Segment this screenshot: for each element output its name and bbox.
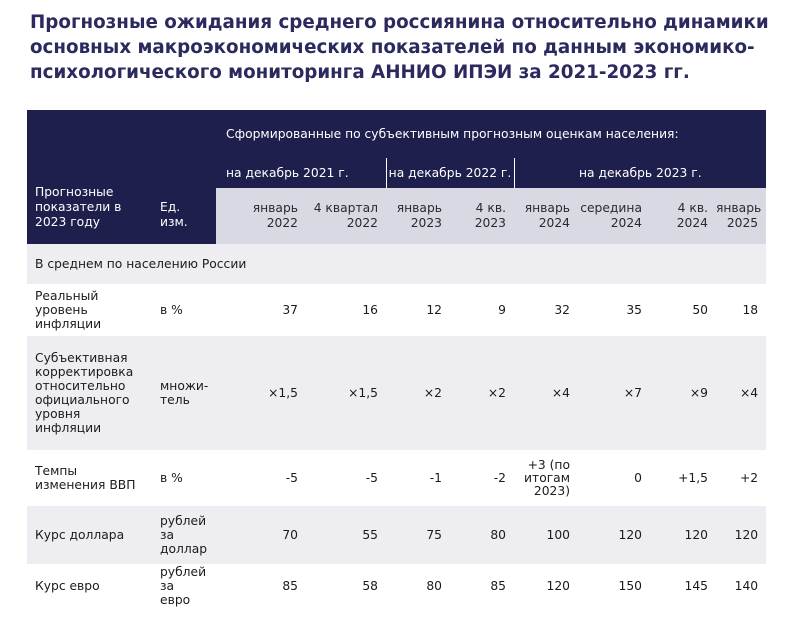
group-header-2022: на декабрь 2022 г. bbox=[386, 158, 514, 188]
cell-value: -2 bbox=[450, 450, 514, 506]
period-header: январь 2025 bbox=[716, 188, 766, 244]
cell-value: 37 bbox=[216, 284, 306, 336]
period-header: 4 кв. 2023 bbox=[450, 188, 514, 244]
cell-value: ×4 bbox=[514, 336, 578, 450]
group-header-2023: на декабрь 2023 г. bbox=[514, 158, 766, 188]
cell-value: 50 bbox=[650, 284, 716, 336]
cell-value: ×4 bbox=[716, 336, 766, 450]
cell-value: 12 bbox=[386, 284, 450, 336]
cell-value: 9 bbox=[450, 284, 514, 336]
cell-value: +3 (по итогам 2023) bbox=[514, 450, 578, 506]
title-line: психологического мониторинга АННИО ИПЭИ за 2021-2023 гг. bbox=[30, 62, 690, 83]
page-title bbox=[30, 10, 780, 85]
cell-value: 120 bbox=[578, 506, 650, 564]
table-row bbox=[27, 506, 766, 564]
cell-value: -1 bbox=[386, 450, 450, 506]
cell-value: 70 bbox=[216, 506, 306, 564]
row-label: Курс доллара bbox=[27, 506, 152, 564]
cell-value: 18 bbox=[716, 284, 766, 336]
cell-value: 145 bbox=[650, 564, 716, 608]
cell-value: ×1,5 bbox=[216, 336, 306, 450]
cell-value: 85 bbox=[216, 564, 306, 608]
cell-value: 55 bbox=[306, 506, 386, 564]
cell-value: +1,5 bbox=[650, 450, 716, 506]
cell-value: 16 bbox=[306, 284, 386, 336]
cell-value: ×7 bbox=[578, 336, 650, 450]
forecast-main-header: Сформированные по субъективным прогнозным оценкам населения: bbox=[216, 110, 766, 158]
row-label: Субъективная корректировка относительно официального уровня инфляции bbox=[27, 336, 152, 450]
period-header: январь 2023 bbox=[386, 188, 450, 244]
row-unit: в % bbox=[152, 450, 216, 506]
cell-value: 120 bbox=[650, 506, 716, 564]
cell-value: 100 bbox=[514, 506, 578, 564]
unit-header: Ед. изм. bbox=[152, 110, 216, 244]
cell-value: ×2 bbox=[386, 336, 450, 450]
title-line: Прогнозные ожидания среднего россиянина относительно динамики bbox=[30, 12, 769, 33]
cell-value: 80 bbox=[386, 564, 450, 608]
indicator-header: Прогнозные показатели в 2023 году bbox=[27, 110, 152, 244]
forecast-table bbox=[27, 110, 766, 608]
cell-value: 140 bbox=[716, 564, 766, 608]
cell-value: 75 bbox=[386, 506, 450, 564]
section-label: В среднем по населению России bbox=[27, 244, 766, 284]
table-row bbox=[27, 336, 766, 450]
row-label: Курс евро bbox=[27, 564, 152, 608]
table-row bbox=[27, 564, 766, 608]
cell-value: 0 bbox=[578, 450, 650, 506]
cell-value: 85 bbox=[450, 564, 514, 608]
period-header: январь 2024 bbox=[514, 188, 578, 244]
row-label: Реальный уровень инфляции bbox=[27, 284, 152, 336]
cell-value: -5 bbox=[216, 450, 306, 506]
cell-value: ×2 bbox=[450, 336, 514, 450]
period-header: 4 квартал 2022 bbox=[306, 188, 386, 244]
cell-value: +2 bbox=[716, 450, 766, 506]
table-row bbox=[27, 284, 766, 336]
row-unit: рублей за доллар bbox=[152, 506, 216, 564]
cell-value: 35 bbox=[578, 284, 650, 336]
cell-value: 58 bbox=[306, 564, 386, 608]
cell-value: 32 bbox=[514, 284, 578, 336]
cell-value: 120 bbox=[716, 506, 766, 564]
cell-value: ×1,5 bbox=[306, 336, 386, 450]
period-header: середина 2024 bbox=[578, 188, 650, 244]
period-header: январь 2022 bbox=[216, 188, 306, 244]
title-line: основных макроэкономических показателей по данным экономико- bbox=[30, 37, 755, 58]
table-row bbox=[27, 450, 766, 506]
cell-value: 120 bbox=[514, 564, 578, 608]
cell-value: -5 bbox=[306, 450, 386, 506]
row-unit: в % bbox=[152, 284, 216, 336]
cell-value: ×9 bbox=[650, 336, 716, 450]
group-header-2021: на декабрь 2021 г. bbox=[216, 158, 386, 188]
row-label: Темпы изменения ВВП bbox=[27, 450, 152, 506]
row-unit: множи- тель bbox=[152, 336, 216, 450]
row-unit: рублей за евро bbox=[152, 564, 216, 608]
period-header: 4 кв. 2024 bbox=[650, 188, 716, 244]
cell-value: 150 bbox=[578, 564, 650, 608]
cell-value: 80 bbox=[450, 506, 514, 564]
